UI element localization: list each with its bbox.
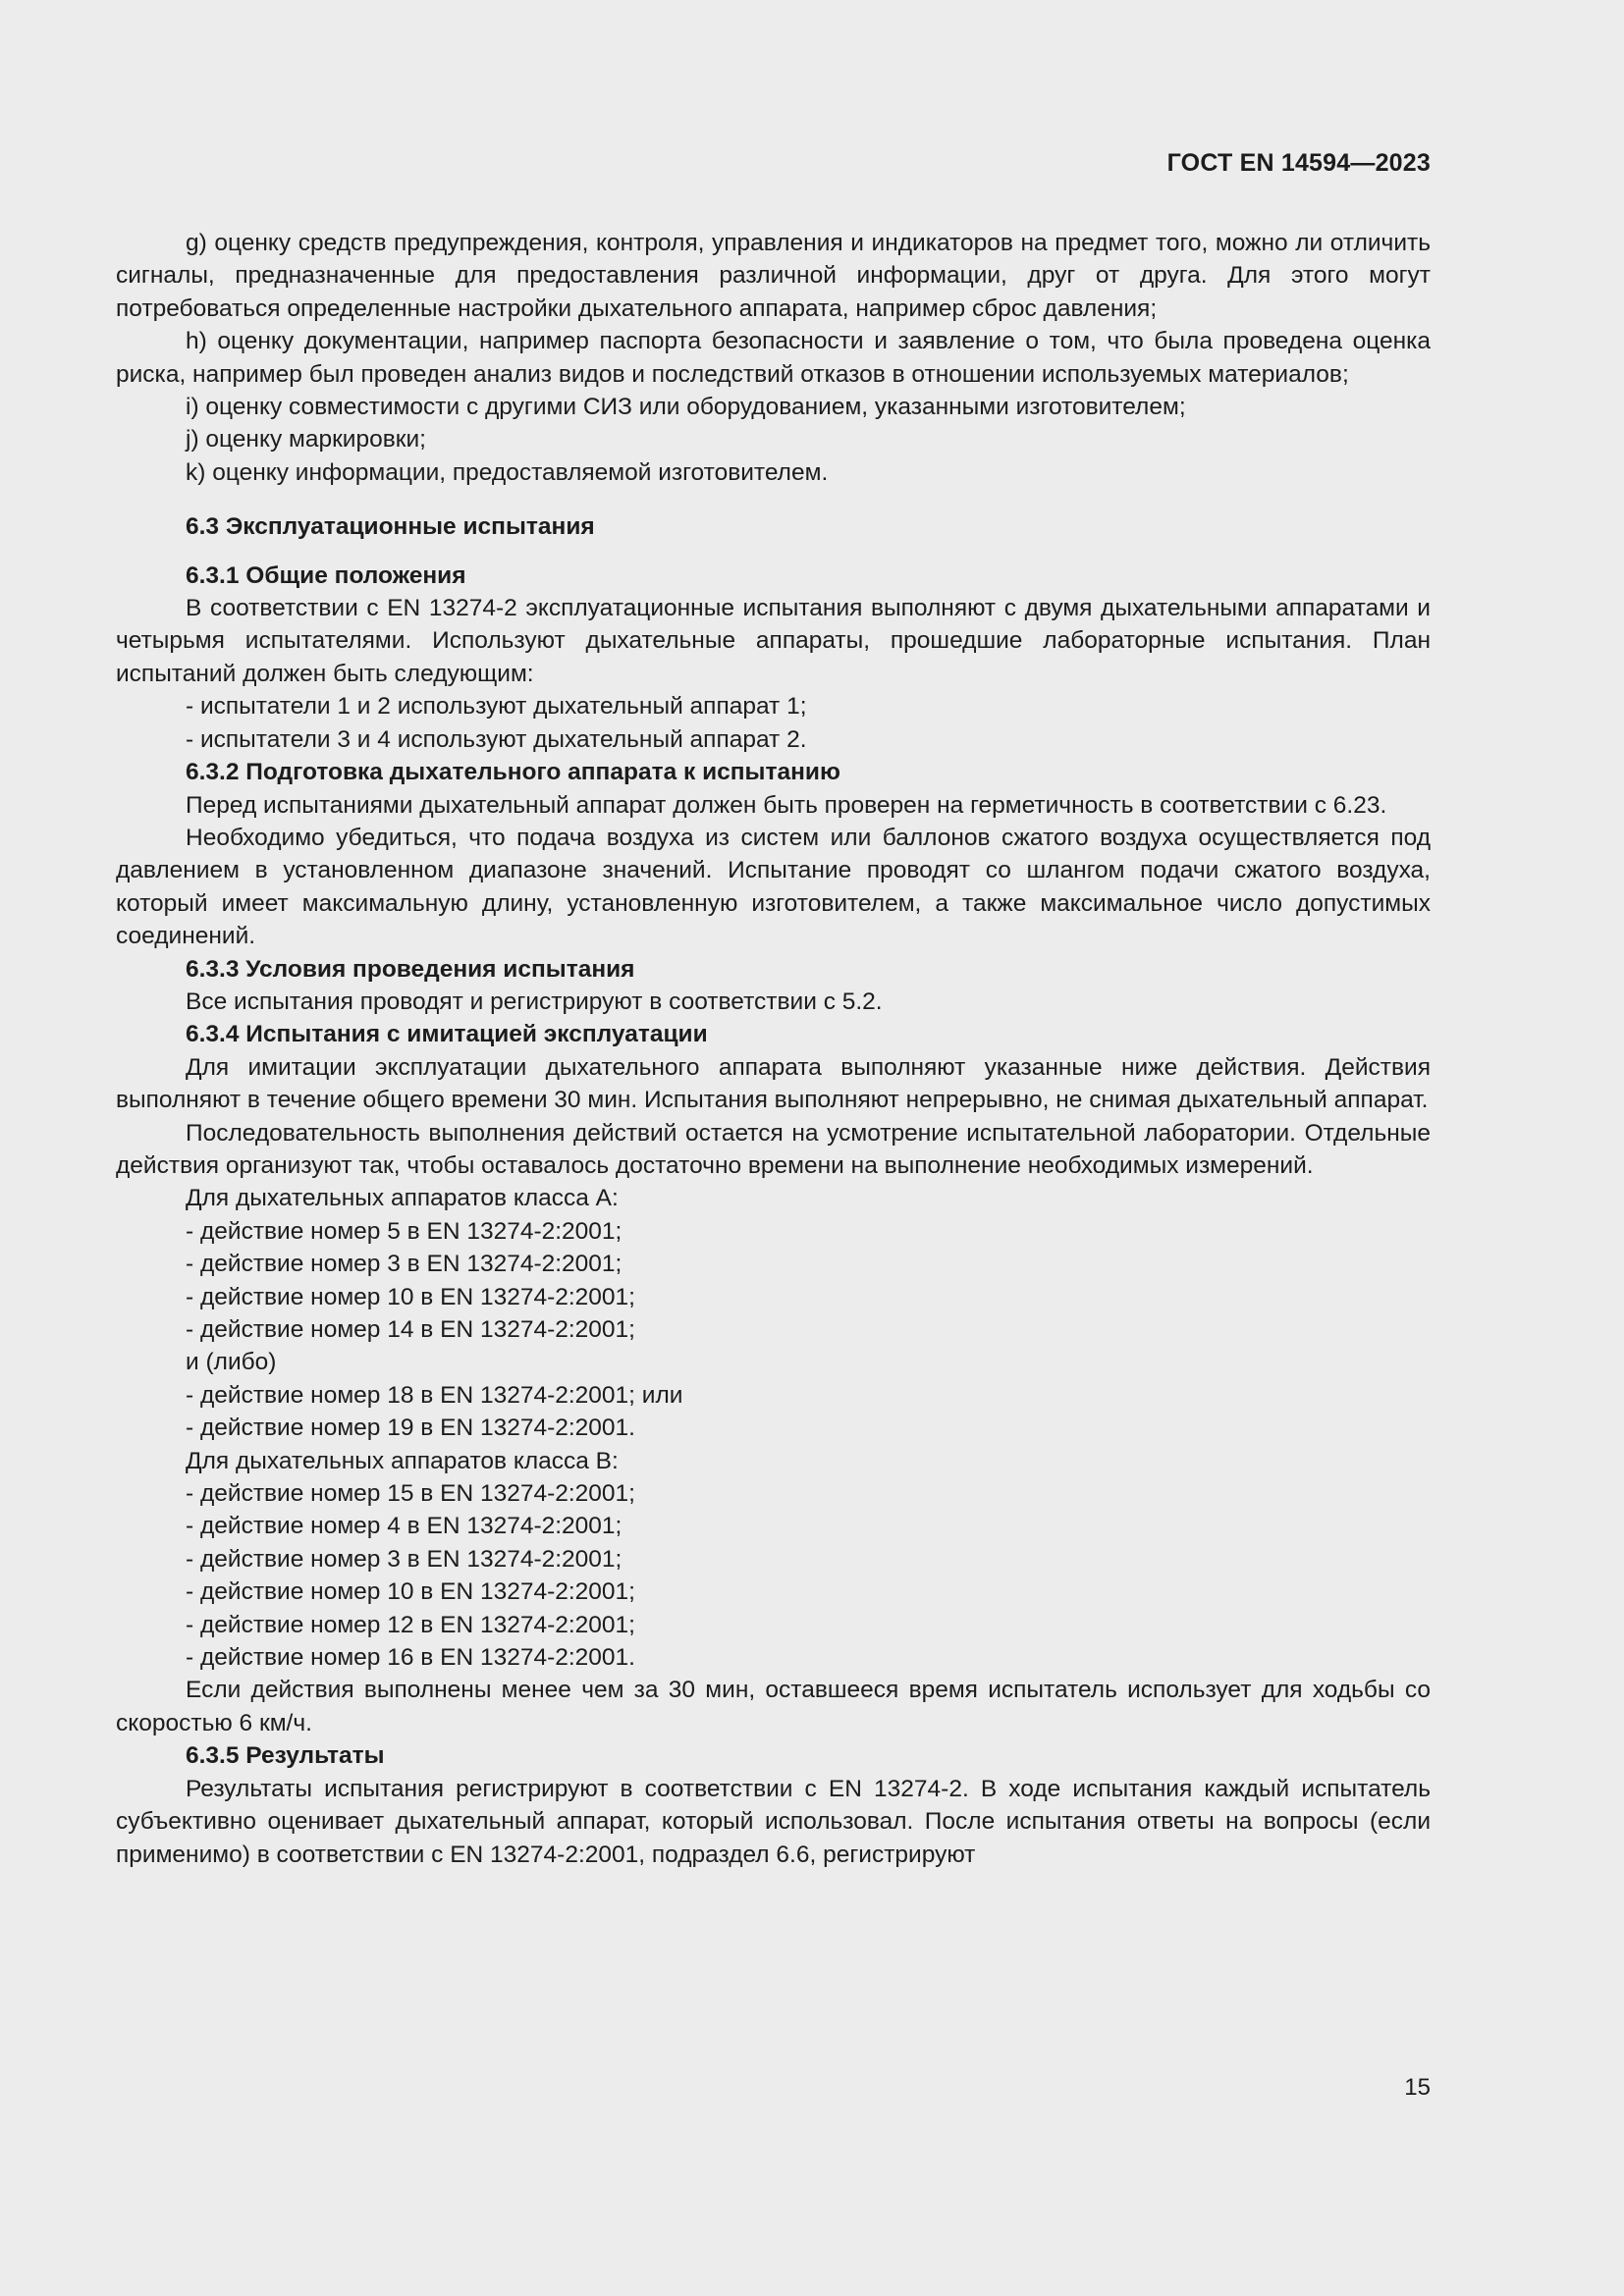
paragraph-6-3-4-c: Если действия выполнены менее чем за 30 мин, оставшееся время испытатель использует для ходьбы со скоростью 6 км/ч. bbox=[116, 1677, 1431, 1736]
plan-item: - испытатели 1 и 2 используют дыхательный аппарат 1; bbox=[186, 693, 807, 721]
paragraph-i: i) оценку совместимости с другими СИЗ или оборудованием, указанными изготовителем; bbox=[186, 394, 1186, 421]
section-heading-6-3-5: 6.3.5 Результаты bbox=[186, 1742, 385, 1770]
document-header: ГОСТ EN 14594—2023 bbox=[1166, 149, 1431, 177]
page-number: 15 bbox=[1404, 2074, 1431, 2101]
paragraph-6-3-1: В соответствии с EN 13274-2 эксплуатационные испытания выполняют с двумя дыхательными аппаратами и четырьмя испытателями. Используют дыхательные аппараты, прошедшие лабораторные испытания. План испытаний должен быть следующим: bbox=[116, 595, 1431, 687]
plan-item: - испытатели 3 и 4 используют дыхательный аппарат 2. bbox=[186, 725, 807, 753]
paragraph-g: g) оценку средств предупреждения, контроля, управления и индикаторов на предмет того, можно ли отличить сигналы, предназначенные для предоставления различной информации, друг от друга. Для этого могут потребоваться определенные настройки дыхательного аппарата, например сброс давления; bbox=[116, 230, 1431, 322]
section-heading-6-3-1: 6.3.1 Общие положения bbox=[186, 561, 466, 589]
section-heading-6-3: 6.3 Эксплуатационные испытания bbox=[186, 513, 595, 541]
list-item: - действие номер 4 в EN 13274-2:2001; bbox=[186, 1513, 623, 1540]
paragraph-k: k) оценку информации, предоставляемой изготовителем. bbox=[186, 458, 829, 486]
list-item: - действие номер 16 в EN 13274-2:2001. bbox=[186, 1644, 635, 1672]
paragraph-6-3-2-b: Необходимо убедиться, что подача воздуха из систем или баллонов сжатого воздуха осуществляется под давлением в установленном диапазоне значений. Испытание проводят со шлангом подачи сжатого воздуха, который имеет максимальную длину, установленную изготовителем, а также максимальное число допустимых соединений. bbox=[116, 824, 1431, 950]
class-b-intro: Для дыхательных аппаратов класса В: bbox=[186, 1447, 619, 1474]
list-item: - действие номер 3 в EN 13274-2:2001; bbox=[186, 1251, 623, 1278]
paragraph-h: h) оценку документации, например паспорта безопасности и заявление о том, что была проведена оценка риска, например был проведен анализ видов и последствий отказов в отношении используемых материалов; bbox=[116, 328, 1431, 388]
class-a-intro: Для дыхательных аппаратов класса А: bbox=[186, 1185, 619, 1212]
list-item: - действие номер 5 в EN 13274-2:2001; bbox=[186, 1217, 623, 1245]
section-heading-6-3-4: 6.3.4 Испытания с имитацией эксплуатации bbox=[186, 1021, 708, 1048]
list-item: - действие номер 10 в EN 13274-2:2001; bbox=[186, 1283, 635, 1310]
list-item: - действие номер 14 в EN 13274-2:2001; bbox=[186, 1316, 635, 1343]
section-heading-6-3-3: 6.3.3 Условия проведения испытания bbox=[186, 955, 635, 983]
paragraph-6-3-4-a: Для имитации эксплуатации дыхательного аппарата выполняют указанные ниже действия. Действия выполняют в течение общего времени 30 мин. Испытания выполняют непрерывно, не снимая дыхательный аппарат. bbox=[116, 1053, 1431, 1114]
paragraph-6-3-4-b: Последовательность выполнения действий остается на усмотрение испытательной лаборатории. Отдельные действия организуют так, чтобы оставалось достаточно времени на выполнение необходимых измерений. bbox=[116, 1119, 1431, 1179]
list-item: - действие номер 18 в EN 13274-2:2001; или bbox=[186, 1381, 683, 1409]
section-heading-6-3-2: 6.3.2 Подготовка дыхательного аппарата к испытанию bbox=[186, 759, 840, 786]
document-body bbox=[116, 227, 1431, 1871]
list-item: - действие номер 19 в EN 13274-2:2001. bbox=[186, 1415, 635, 1442]
paragraph-6-3-3: Все испытания проводят и регистрируют в соответствии с 5.2. bbox=[186, 988, 883, 1015]
list-item: - действие номер 10 в EN 13274-2:2001; bbox=[186, 1578, 635, 1606]
list-item: и (либо) bbox=[186, 1349, 277, 1376]
paragraph-6-3-5: Результаты испытания регистрируют в соответствии с EN 13274-2. В ходе испытания каждый испытатель субъективно оценивает дыхательный аппарат, который использовал. После испытания ответы на вопросы (если применимо) в соответствии с EN 13274-2:2001, подраздел 6.6, регистрируют bbox=[116, 1775, 1431, 1868]
paragraph-6-3-2-a: Перед испытаниями дыхательный аппарат должен быть проверен на герметичность в соответствии с 6.23. bbox=[186, 791, 1387, 819]
list-item: - действие номер 15 в EN 13274-2:2001; bbox=[186, 1480, 635, 1508]
list-item: - действие номер 3 в EN 13274-2:2001; bbox=[186, 1545, 623, 1573]
list-item: - действие номер 12 в EN 13274-2:2001; bbox=[186, 1611, 635, 1638]
paragraph-j: j) оценку маркировки; bbox=[186, 426, 426, 454]
